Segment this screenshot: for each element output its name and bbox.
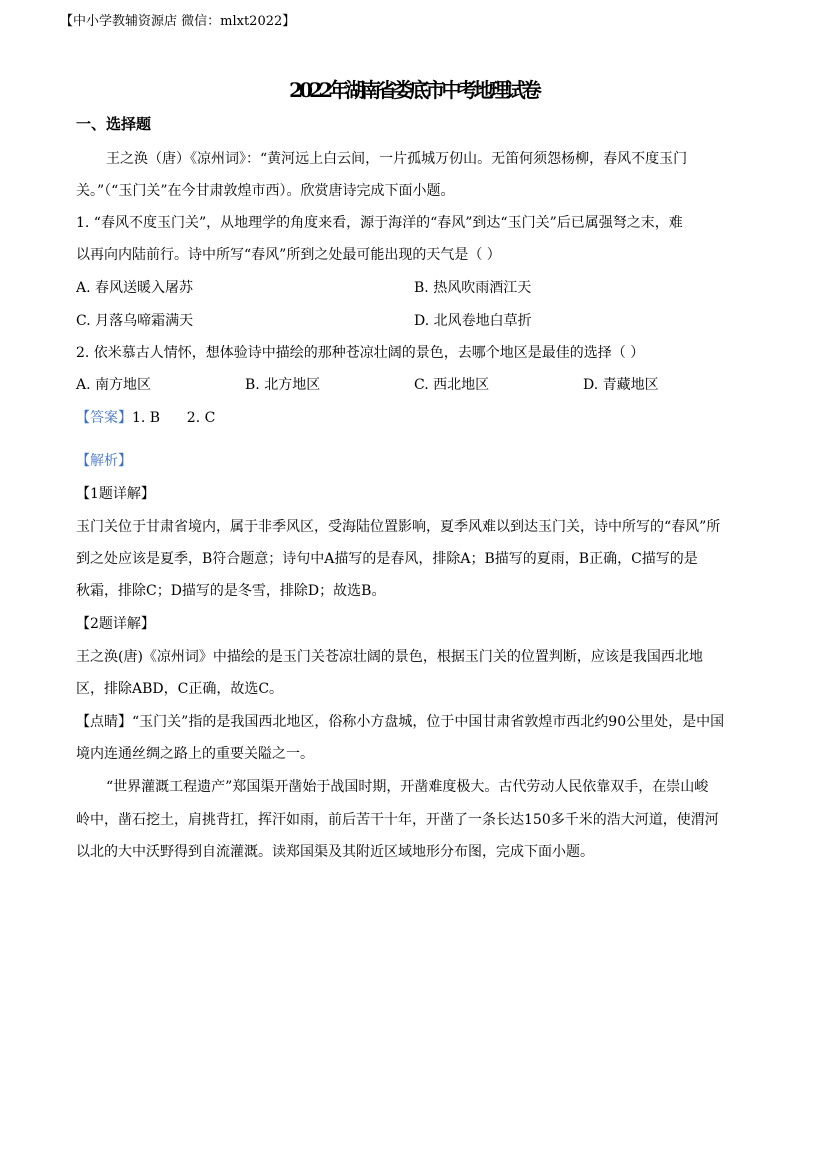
detail2-tag: 【2题详解】 bbox=[76, 616, 155, 632]
tip-line1: 【点睛】“玉门关”指的是我国西北地区，俗称小方盘城，位于中国甘肃省敦煌市西北约90公里处，是中国 bbox=[76, 714, 725, 730]
q2-option-b: B. 北方地区 bbox=[245, 377, 321, 393]
q2-option-a: A. 南方地区 bbox=[76, 377, 152, 393]
q2-stem: 2. 依米慕古人情怀，想体验诗中描绘的那种苍凉壮阔的景色，去哪个地区是最佳的选择（ ） bbox=[76, 345, 645, 361]
answer-text: 1. B 2. C bbox=[132, 410, 216, 426]
passage2-line3: 以北的大中沃野得到自流灌溉。读郑国渠及其附近区域地形分布图，完成下面小题。 bbox=[76, 844, 594, 860]
header-note: 【中小学教辅资源店 微信：mlxt2022】 bbox=[60, 14, 296, 29]
answer-tag: 【答案】 bbox=[76, 410, 132, 426]
answer-line bbox=[76, 407, 215, 427]
page-title: 2022年湖南省娄底市中考地理试卷 bbox=[289, 78, 538, 102]
passage1-line1: 王之涣（唐）《凉州词》：“黄河远上白云间，一片孤城万仞山。无笛何须怨杨柳，春风不度玉门 bbox=[106, 151, 688, 167]
passage1-line2: 关。”（“玉门关”在今甘肃敦煌市西）。欣赏唐诗完成下面小题。 bbox=[76, 183, 455, 199]
analysis-tag: 【解析】 bbox=[76, 453, 132, 469]
tip-line2: 境内连通丝绸之路上的重要关隘之一。 bbox=[76, 746, 314, 762]
q1-stem-line1: 1. “春风不度玉门关”，从地理学的角度来看，源于海洋的“春风”到达“玉门关”后已属强弩之末，难 bbox=[76, 215, 683, 231]
q1-option-c: C. 月落乌啼霜满天 bbox=[76, 313, 194, 329]
q1-option-a: A. 春风送暖入屠苏 bbox=[76, 280, 194, 296]
passage2-line2: 岭中，凿石挖土，肩挑背扛，挥汗如雨，前后苦干十年，开凿了一条长达150多千米的浩大河道，使渭河 bbox=[76, 812, 719, 828]
detail1-line3: 秋霜，排除C；D描写的是冬雪，排除D；故选B。 bbox=[76, 583, 386, 599]
q1-option-d: D. 北风卷地白草折 bbox=[414, 313, 532, 329]
passage2-line1: “世界灌溉工程遗产”郑国渠开凿始于战国时期，开凿难度极大。古代劳动人民依靠双手，在崇山峻 bbox=[106, 779, 709, 795]
q2-option-c: C. 西北地区 bbox=[414, 377, 490, 393]
detail1-tag: 【1题详解】 bbox=[76, 486, 155, 502]
q2-option-d: D. 青藏地区 bbox=[583, 377, 659, 393]
detail2-line2: 区，排除ABD，C正确，故选C。 bbox=[76, 681, 284, 697]
q1-stem-line2: 以再向内陆前行。诗中所写“春风”所到之处最可能出现的天气是（ ） bbox=[76, 247, 501, 263]
detail1-line1: 玉门关位于甘肃省境内，属于非季风区，受海陆位置影响，夏季风难以到达玉门关，诗中所写的“春风”所 bbox=[76, 519, 721, 535]
detail2-line1: 王之涣(唐)《凉州词》中描绘的是玉门关苍凉壮阔的景色，根据玉门关的位置判断，应该是我国西北地 bbox=[76, 649, 703, 665]
detail1-line2: 到之处应该是夏季，B符合题意；诗句中A描写的是春风，排除A；B描写的夏雨，B正确，C描写的是 bbox=[76, 551, 698, 567]
q1-option-b: B. 热风吹雨酒江天 bbox=[414, 280, 532, 296]
section-heading: 一、选择题 bbox=[76, 115, 152, 133]
